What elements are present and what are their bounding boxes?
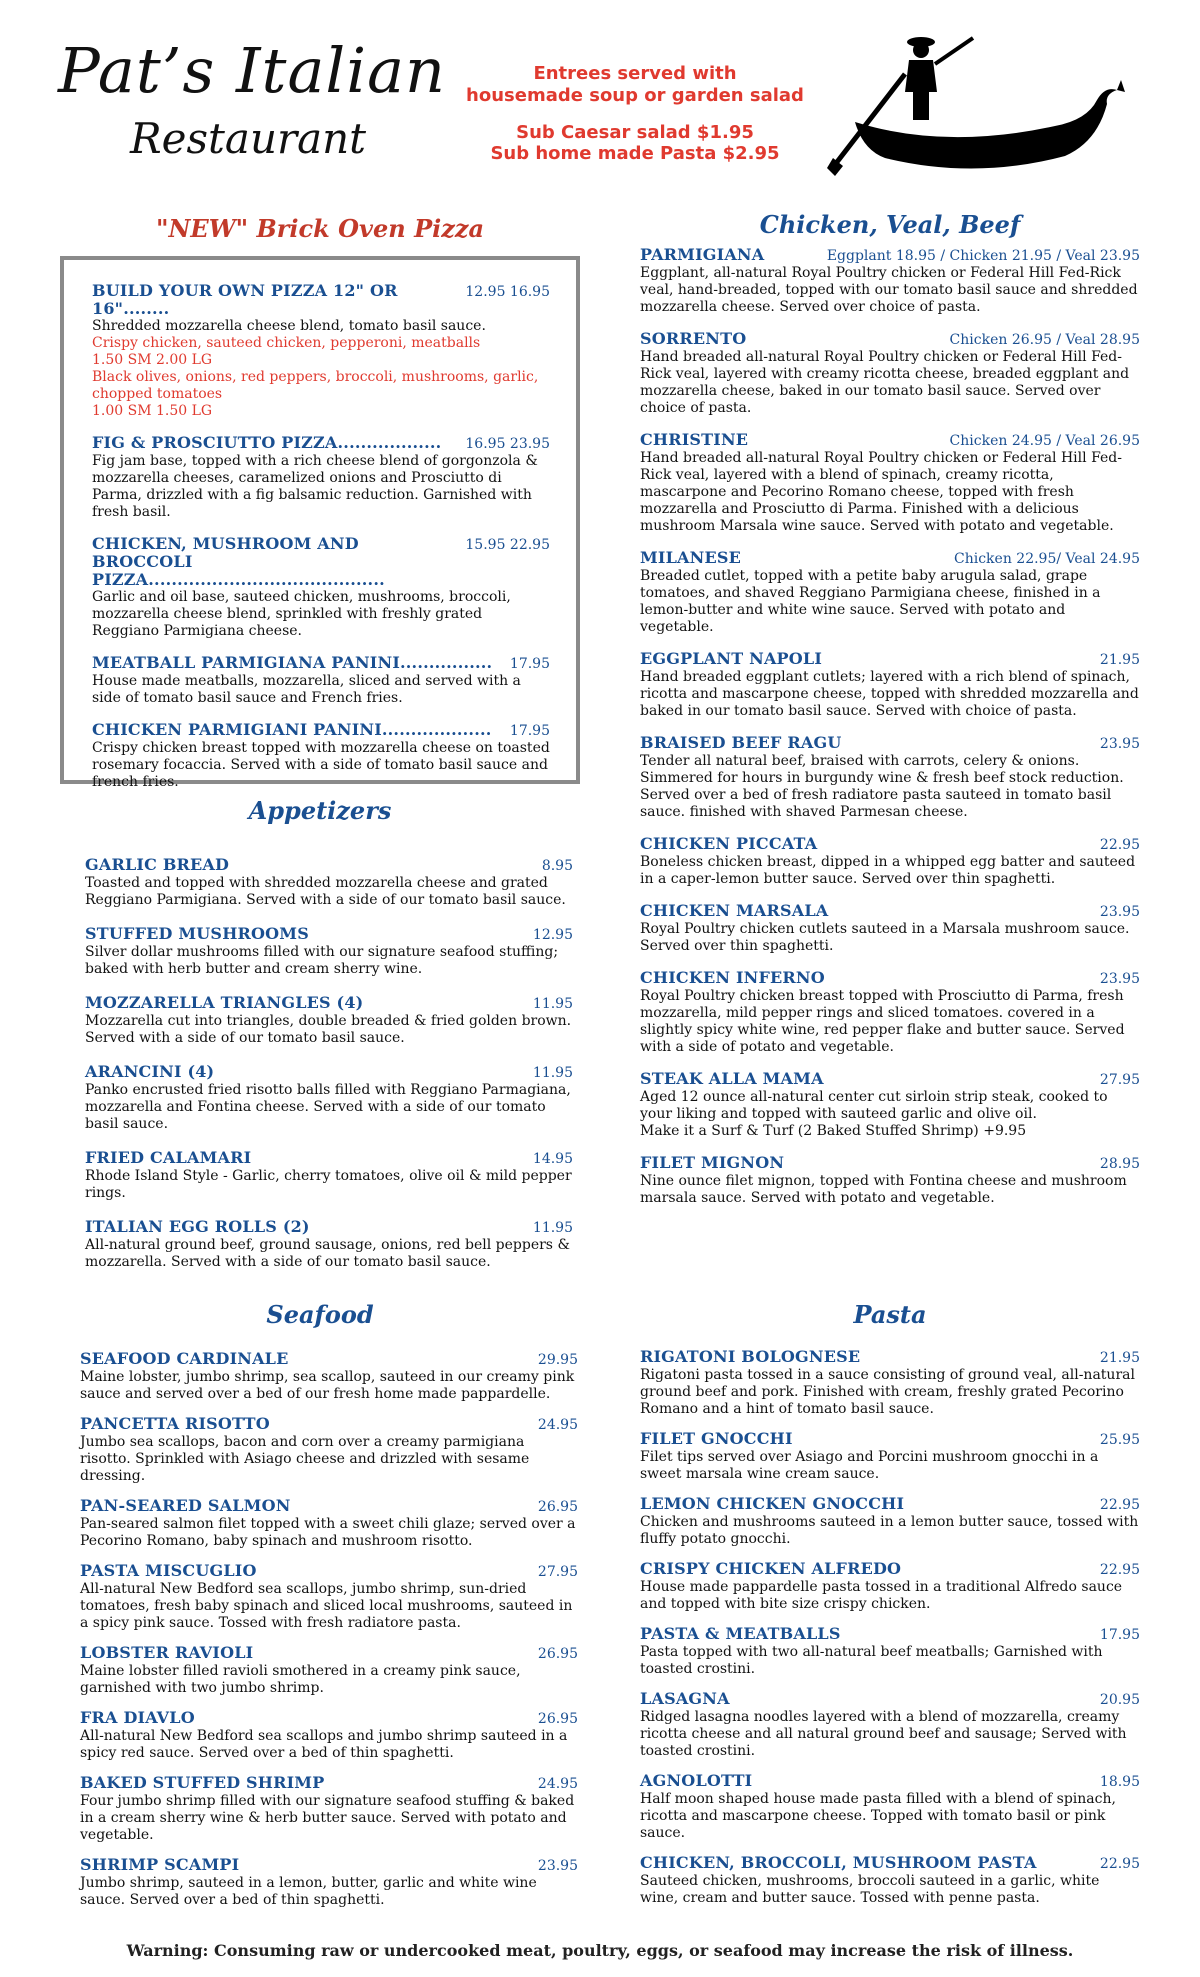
item-name: CRISPY CHICKEN ALFREDO: [640, 1559, 902, 1578]
item-price: Chicken 26.95 / Veal 28.95: [949, 332, 1140, 348]
item-name: FRA DIAVLO: [80, 1708, 195, 1727]
item-name: CHICKEN, MUSHROOM AND BROCCOLI PIZZA.........................................: [92, 534, 385, 589]
item-description: Nine ounce filet mignon, topped with Fontina cheese and mushroom marsala sauce. Served with potato and vegetable.: [640, 1173, 1127, 1206]
item-name: MEATBALL PARMIGIANA PANINI................: [92, 653, 493, 672]
menu-item: [92, 654, 550, 707]
item-price: 17.95: [1099, 1627, 1140, 1643]
item-price: 17.95: [509, 656, 550, 672]
menu-item: [640, 969, 1140, 1056]
item-description: Pasta topped with two all-natural beef meatballs; Garnished with toasted crostini.: [640, 1644, 1103, 1677]
menu-item: [92, 721, 550, 791]
item-extra: Crispy chicken, sauteed chicken, pepperoni, meatballs: [92, 335, 481, 351]
menu-item: [85, 925, 573, 978]
item-name: MOZZARELLA TRIANGLES (4): [85, 993, 364, 1012]
item-description: Rhode Island Style - Garlic, cherry tomatoes, olive oil & mild pepper rings.: [85, 1168, 572, 1201]
gondola-icon: [825, 30, 1125, 180]
menu-item: [640, 246, 1140, 316]
item-name: CHICKEN, BROCCOLI, MUSHROOM PASTA: [640, 1853, 1037, 1872]
menu-item: [85, 1218, 573, 1271]
item-description: Royal Poultry chicken cutlets sauteed in a Marsala mushroom sauce. Served over thin spaghetti.: [640, 921, 1130, 954]
appetizers-section-title: Appetizers: [248, 796, 392, 825]
item-name: LOBSTER RAVIOLI: [80, 1643, 254, 1662]
menu-item: [640, 1495, 1140, 1548]
item-price: 22.95: [1099, 1856, 1140, 1872]
item-description: All-natural ground beef, ground sausage, onions, red bell peppers & mozzarella. Served with a side of our tomato basil sauce.: [85, 1237, 570, 1270]
item-price: 16.95 23.95: [465, 436, 550, 452]
item-name: GARLIC BREAD: [85, 855, 230, 874]
item-name: FILET GNOCCHI: [640, 1429, 793, 1448]
menu-item: [640, 330, 1140, 417]
promo-line-2: housemade soup or garden salad: [466, 85, 804, 106]
menu-item: [640, 1070, 1140, 1140]
chicken-list: [640, 246, 1140, 1221]
item-description: Eggplant, all-natural Royal Poultry chicken or Federal Hill Fed-Rick veal, hand-breaded, topped with our tomato basil sauce and shredded mozzarella cheese. Served over choice of pasta.: [640, 265, 1138, 315]
pizza-box: [60, 256, 580, 790]
menu-item: [640, 1772, 1140, 1842]
menu-item: [80, 1644, 578, 1697]
menu-item: [640, 1154, 1140, 1207]
menu-item: [80, 1856, 578, 1909]
item-description: Chicken and mushrooms sauteed in a lemon butter sauce, tossed with fluffy potato gnocchi.: [640, 1514, 1139, 1547]
item-name: BRAISED BEEF RAGU: [640, 733, 842, 752]
menu-item: [640, 549, 1140, 636]
item-name: EGGPLANT NAPOLI: [640, 649, 823, 668]
menu-item: [92, 282, 550, 420]
item-name: MILANESE: [640, 548, 742, 567]
item-description: Four jumbo shrimp filled with our signature seafood stuffing & baked in a cream sherry wine & herb butter sauce. Served with potato and vegetable.: [80, 1793, 575, 1843]
item-description: Hand breaded all-natural Royal Poultry chicken or Federal Hill Fed-Rick veal, layered with creamy ricotta cheese, breaded eggplant and mozzarella cheese, baked in our tomato basil sauce. Served over choice of pasta.: [640, 349, 1130, 416]
item-name: SORRENTO: [640, 329, 747, 348]
item-name: BUILD YOUR OWN PIZZA 12" OR 16"........: [92, 281, 398, 318]
item-name: ITALIAN EGG ROLLS (2): [85, 1217, 310, 1236]
seafood-list: [80, 1350, 578, 1921]
item-name: FILET MIGNON: [640, 1153, 785, 1172]
seafood-section-title: Seafood: [266, 1300, 374, 1329]
item-description: Tender all natural beef, braised with carrots, celery & onions. Simmered for hours in burgundy wine & fresh beef stock reduction. Served over a bed of fresh radiatore pasta sauteed in tomato basil sauce. finished with shaved Parmesan cheese.: [640, 753, 1124, 820]
item-name: PANCETTA RISOTTO: [80, 1414, 270, 1433]
restaurant-name: Pat’s Italian: [58, 34, 446, 107]
menu-item: [640, 1690, 1140, 1760]
menu-item: [640, 1625, 1140, 1678]
item-description: Jumbo shrimp, sauteed in a lemon, butter, garlic and white wine sauce. Served over a bed of thin spaghetti.: [80, 1875, 537, 1908]
item-description: Toasted and topped with shredded mozzarella cheese and grated Reggiano Parmigiana. Served with a side of our tomato basil sauce.: [85, 875, 566, 908]
menu-item: [85, 856, 573, 909]
item-price: 26.95: [537, 1646, 578, 1662]
item-price: 12.95: [532, 927, 573, 943]
item-name: LASAGNA: [640, 1689, 730, 1708]
item-price: Eggplant 18.95 / Chicken 21.95 / Veal 23.95: [826, 248, 1140, 264]
item-name: CHICKEN PICCATA: [640, 834, 818, 853]
pasta-list: [640, 1348, 1140, 1919]
pasta-section-title: Pasta: [853, 1300, 927, 1329]
item-price: 26.95: [537, 1711, 578, 1727]
item-price: Chicken 22.95/ Veal 24.95: [954, 551, 1140, 567]
item-description: Fig jam base, topped with a rich cheese blend of gorgonzola & mozzarella cheeses, caramelized onions and Prosciutto di Parma, drizzled with a fig balsamic reduction. Garnished with fresh basil.: [92, 453, 538, 520]
item-description: Breaded cutlet, topped with a petite baby arugula salad, grape tomatoes, and shaved Reggiano Parmigiana cheese, finished in a lemon-butter and white wine sauce. Served with potato and vegetable.: [640, 568, 1101, 635]
item-name: FRIED CALAMARI: [85, 1148, 252, 1167]
menu-item: [80, 1709, 578, 1762]
menu-item: [640, 902, 1140, 955]
item-description: Garlic and oil base, sauteed chicken, mushrooms, broccoli, mozzarella cheese blend, sprinkled with freshly grated Reggiano Parmigiana cheese.: [92, 589, 511, 639]
item-description: Pan-seared salmon filet topped with a sweet chili glaze; served over a Pecorino Romano, baby spinach and mushroom risotto.: [80, 1516, 576, 1549]
menu-item: [640, 835, 1140, 888]
item-description: All-natural New Bedford sea scallops, jumbo shrimp, sun-dried tomatoes, fresh baby spinach and sliced local mushrooms, sauteed in a spicy pink sauce. Tossed with fresh radiatore pasta.: [80, 1581, 573, 1631]
item-name: CHICKEN MARSALA: [640, 901, 829, 920]
item-description: Sauteed chicken, mushrooms, broccoli sauteed in a garlic, white wine, cream and butter sauce. Tossed with penne pasta.: [640, 1873, 1100, 1906]
item-name: PASTA & MEATBALLS: [640, 1624, 841, 1643]
menu-item: [85, 1149, 573, 1202]
menu-item: [640, 431, 1140, 535]
item-price: 27.95: [1099, 1072, 1140, 1088]
item-description: Half moon shaped house made pasta filled with a blend of spinach, ricotta and mascarpone cheese. Topped with tomato basil or pink sauce.: [640, 1791, 1116, 1841]
item-description: All-natural New Bedford sea scallops and jumbo shrimp sauteed in a spicy red sauce. Served over a bed of thin spaghetti.: [80, 1728, 568, 1761]
menu-item: [92, 434, 550, 521]
item-name: STUFFED MUSHROOMS: [85, 924, 309, 943]
item-name: RIGATONI BOLOGNESE: [640, 1347, 861, 1366]
menu-item: [640, 1348, 1140, 1418]
item-name: ARANCINI (4): [85, 1062, 215, 1081]
promo-line-3: Sub Caesar salad $1.95: [516, 122, 754, 143]
item-price: 20.95: [1099, 1692, 1140, 1708]
item-name: SHRIMP SCAMPI: [80, 1855, 240, 1874]
menu-item: [80, 1497, 578, 1550]
item-description: Filet tips served over Asiago and Porcini mushroom gnocchi in a sweet marsala wine cream sauce.: [640, 1449, 1099, 1482]
item-description: Jumbo sea scallops, bacon and corn over a creamy parmigiana risotto. Sprinkled with Asiago cheese and drizzled with sesame dressing.: [80, 1434, 530, 1484]
item-description: Royal Poultry chicken breast topped with Prosciutto di Parma, fresh mozzarella, mild pepper rings and sliced tomatoes. covered in a slightly spicy white wine, red pepper flake and butter sauce. Served with a side of potato and vegetable.: [640, 988, 1125, 1055]
pizza-section-title: "NEW" Brick Oven Pizza: [155, 214, 485, 243]
menu-item: [85, 1063, 573, 1133]
item-description: Maine lobster filled ravioli smothered in a creamy pink sauce, garnished with two jumbo shrimp.: [80, 1663, 521, 1696]
item-extra: Black olives, onions, red peppers, broccoli, mushrooms, garlic, chopped tomatoes: [92, 369, 539, 402]
item-name: CHRISTINE: [640, 430, 749, 449]
menu-item: [80, 1562, 578, 1632]
item-price: 22.95: [1099, 1562, 1140, 1578]
chicken-section-title: Chicken, Veal, Beef: [759, 210, 1021, 239]
item-name: SEAFOOD CARDINALE: [80, 1349, 289, 1368]
item-description: Boneless chicken breast, dipped in a whipped egg batter and sauteed in a caper-lemon butter sauce. Served over thin spaghetti.: [640, 854, 1136, 887]
item-price: 21.95: [1099, 1350, 1140, 1366]
item-price: 11.95: [532, 1220, 573, 1236]
promo-line-4: Sub home made Pasta $2.95: [490, 143, 780, 164]
item-price: 26.95: [537, 1499, 578, 1515]
item-price: 23.95: [1099, 904, 1140, 920]
promo-line-1: Entrees served with: [533, 63, 737, 84]
item-extra: 1.50 SM 2.00 LG: [92, 352, 213, 368]
item-price: Chicken 24.95 / Veal 26.95: [949, 433, 1140, 449]
item-description: Maine lobster, jumbo shrimp, sea scallop, sauteed in our creamy pink sauce and served over a bed of our fresh home made pappardelle.: [80, 1369, 575, 1402]
item-price: 27.95: [537, 1564, 578, 1580]
health-warning: Warning: Consuming raw or undercooked meat, poultry, eggs, or seafood may increase the risk of illness.: [126, 1941, 1074, 1960]
item-name: CHICKEN PARMIGIANI PANINI...................: [92, 720, 492, 739]
item-price: 17.95: [509, 723, 550, 739]
item-price: 22.95: [1099, 837, 1140, 853]
item-name: PAN-SEARED SALMON: [80, 1496, 291, 1515]
item-price: 28.95: [1099, 1156, 1140, 1172]
item-price: 18.95: [1099, 1774, 1140, 1790]
item-price: 12.95 16.95: [465, 284, 550, 300]
menu-item: [640, 1430, 1140, 1483]
item-price: 22.95: [1099, 1497, 1140, 1513]
appetizers-list: [85, 856, 573, 1287]
item-extra: 1.00 SM 1.50 LG: [92, 403, 213, 419]
item-price: 25.95: [1099, 1432, 1140, 1448]
item-price: 11.95: [532, 1065, 573, 1081]
item-name: BAKED STUFFED SHRIMP: [80, 1773, 325, 1792]
menu-item: [92, 535, 550, 640]
item-price: 23.95: [1099, 971, 1140, 987]
item-description: Ridged lasagna noodles layered with a blend of mozzarella, creamy ricotta cheese and all natural ground beef and sausage; Served with toasted crostini.: [640, 1709, 1127, 1759]
item-name: FIG & PROSCIUTTO PIZZA..................: [92, 433, 442, 452]
item-description: Silver dollar mushrooms filled with our signature seafood stuffing; baked with herb butter and cream sherry wine.: [85, 944, 559, 977]
menu-item: [80, 1415, 578, 1485]
item-description: Shredded mozzarella cheese blend, tomato basil sauce.: [92, 318, 486, 334]
menu-item: [640, 650, 1140, 720]
menu-item: [85, 994, 573, 1047]
item-price: 11.95: [532, 996, 573, 1012]
item-name: LEMON CHICKEN GNOCCHI: [640, 1494, 905, 1513]
menu-item: [640, 734, 1140, 821]
menu-item: [640, 1560, 1140, 1613]
item-price: 23.95: [537, 1858, 578, 1874]
item-name: CHICKEN INFERNO: [640, 968, 825, 987]
item-name: AGNOLOTTI: [640, 1771, 753, 1790]
menu-item: [80, 1350, 578, 1403]
item-addon: Make it a Surf & Turf (2 Baked Stuffed Shrimp) +9.95: [640, 1123, 1027, 1139]
item-description: Crispy chicken breast topped with mozzarella cheese on toasted rosemary focaccia. Served with a side of tomato basil sauce and french fries.: [92, 740, 550, 790]
restaurant-subtitle: Restaurant: [130, 114, 367, 163]
item-name: STEAK ALLA MAMA: [640, 1069, 824, 1088]
item-name: PASTA MISCUGLIO: [80, 1561, 257, 1580]
item-name: PARMIGIANA: [640, 245, 765, 264]
item-price: 24.95: [537, 1776, 578, 1792]
item-price: 15.95 22.95: [465, 537, 550, 553]
item-price: 23.95: [1099, 736, 1140, 752]
item-description: House made pappardelle pasta tossed in a traditional Alfredo sauce and topped with bite size crispy chicken.: [640, 1579, 1123, 1612]
item-description: Aged 12 ounce all-natural center cut sirloin strip steak, cooked to your liking and topped with sauteed garlic and olive oil.: [640, 1089, 1108, 1122]
item-description: Hand breaded all-natural Royal Poultry chicken or Federal Hill Fed-Rick veal, layered with a blend of spinach, creamy ricotta, mascarpone and Pecorino Romano cheese, topped with fresh mozzarella and Prosciutto di Parma. Finished with a delicious mushroom Marsala wine sauce. Served with potato and vegetable.: [640, 450, 1122, 534]
item-description: Rigatoni pasta tossed in a sauce consisting of ground veal, all-natural ground beef and pork. Finished with cream, freshly grated Pecorino Romano and a hint of tomato basil sauce.: [640, 1367, 1135, 1417]
item-price: 8.95: [541, 858, 573, 874]
item-description: Mozzarella cut into triangles, double breaded & fried golden brown. Served with a side of our tomato basil sauce.: [85, 1013, 572, 1046]
item-description: House made meatballs, mozzarella, sliced and served with a side of tomato basil sauce and French fries.: [92, 673, 521, 706]
item-description: Hand breaded eggplant cutlets; layered with a rich blend of spinach, ricotta and mascarpone cheese, topped with shredded mozzarella and baked in our tomato basil sauce. Served with choice of pasta.: [640, 669, 1139, 719]
item-description: Panko encrusted fried risotto balls filled with Reggiano Parmagiana, mozzarella and Fontina cheese. Served with a side of our tomato basil sauce.: [85, 1082, 571, 1132]
item-price: 14.95: [532, 1151, 573, 1167]
menu-item: [640, 1854, 1140, 1907]
item-price: 24.95: [537, 1417, 578, 1433]
item-price: 21.95: [1099, 652, 1140, 668]
item-price: 29.95: [537, 1352, 578, 1368]
menu-item: [80, 1774, 578, 1844]
